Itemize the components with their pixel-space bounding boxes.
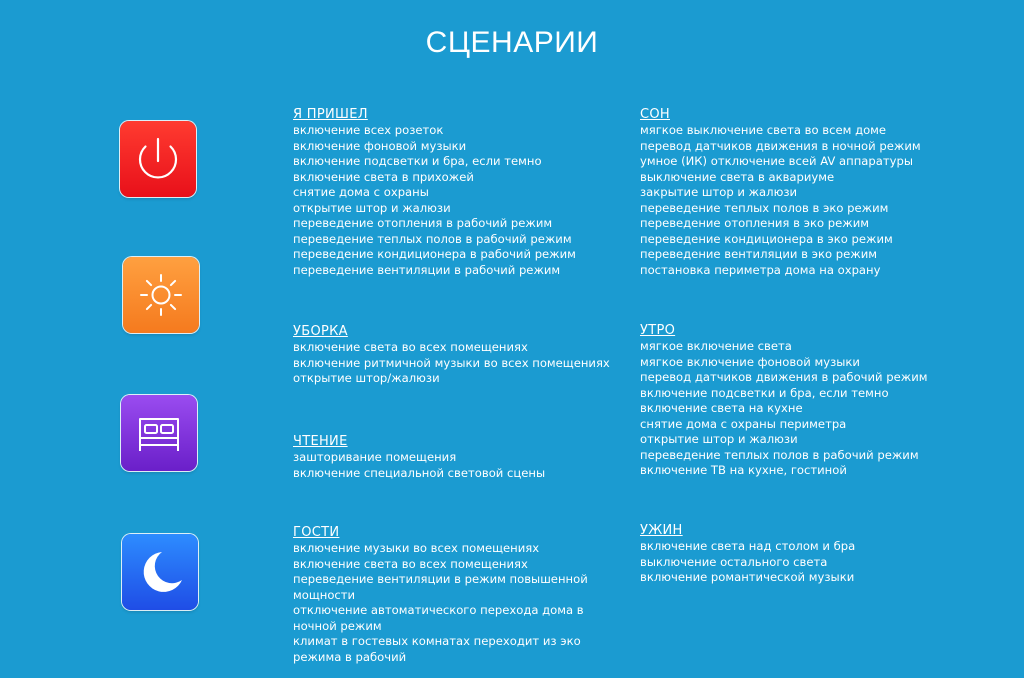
scenario-item: перевод датчиков движения в ночной режим — [640, 138, 921, 153]
scenario-item: переведение теплых полов в рабочий режим — [640, 447, 919, 462]
scenario-item: открытие штор и жалюзи — [640, 432, 798, 446]
scenario-item: переведение отопления в рабочий режим — [293, 216, 553, 230]
scenario-item: открытие штор/жалюзи — [293, 371, 440, 385]
sun-icon — [123, 257, 199, 333]
scenario-item: включение романтической музыки — [640, 570, 855, 584]
scenario-item: переведение теплых полов в эко режим — [640, 200, 889, 215]
scenario-item: включение музыки во всех помещениях — [293, 541, 540, 555]
scenario-title[interactable]: УТРО — [640, 323, 676, 338]
scenario-item: переведение вентиляции в эко режим — [640, 247, 877, 261]
bed-tile[interactable] — [121, 395, 197, 471]
power-icon — [120, 121, 196, 197]
scenario-title[interactable]: УЖИН — [640, 523, 683, 538]
scenario-item: включение света на кухне — [640, 401, 803, 415]
scenario-item: включение фоновой музыки — [293, 138, 467, 153]
scenario-item: выключение света в аквариуме — [640, 169, 835, 184]
scenario-title[interactable]: Я ПРИШЕЛ — [293, 107, 368, 122]
scenario-item: открытие штор и жалюзи — [293, 200, 451, 215]
scenario-arrived — [293, 107, 576, 278]
scenario-item: отключение автоматического перехода дома в ночной режим — [293, 603, 584, 633]
scenario-item: переведение отопления в эко режим — [640, 216, 869, 230]
moon-tile[interactable] — [122, 534, 198, 610]
scenario-item: мягкое выключение света во всем доме — [640, 123, 887, 137]
scenario-item: переведение кондиционера в рабочий режим — [293, 247, 576, 261]
scenario-item: климат в гостевых комнатах переходит из эко режима в рабочий — [293, 634, 581, 664]
scenario-item: переведение вентиляции в рабочий режим — [293, 262, 561, 277]
scenario-item: перевод датчиков движения в рабочий режим — [640, 370, 928, 384]
scenario-item: включение света во всех помещениях — [293, 556, 528, 571]
scenario-item: умное (ИК) отключение всей AV аппаратуры — [640, 154, 913, 168]
scenario-item: переведение теплых полов в рабочий режим — [293, 231, 572, 246]
scenario-item: включение ритмичной музыки во всех помещениях — [293, 355, 610, 370]
scenario-sleep — [640, 107, 921, 278]
scenario-item: включение света во всех помещениях — [293, 340, 528, 354]
scenario-item: выключение остального света — [640, 554, 828, 569]
scenario-dinner — [640, 523, 855, 586]
scenario-item: мягкое включение фоновой музыки — [640, 354, 860, 369]
page-title: СЦЕНАРИИ — [425, 26, 599, 59]
scenario-morning — [640, 323, 928, 479]
scenario-item: снятие дома с охраны периметра — [640, 416, 847, 431]
bed-icon — [121, 395, 197, 471]
scenario-item: зашторивание помещения — [293, 450, 457, 464]
scenario-item: снятие дома с охраны — [293, 185, 429, 199]
scenario-item: включение подсветки и бра, если темно — [293, 154, 542, 168]
scenario-title[interactable]: УБОРКА — [293, 324, 348, 339]
scenario-title[interactable]: ЧТЕНИЕ — [293, 434, 348, 449]
scenario-item: включение всех розеток — [293, 123, 444, 137]
scenario-title[interactable]: СОН — [640, 107, 670, 122]
sun-tile[interactable] — [123, 257, 199, 333]
scenario-item: переведение вентиляции в режим повышенной мощности — [293, 572, 588, 602]
scenario-item: включение специальной световой сцены — [293, 465, 546, 480]
scenario-item: включение подсветки и бра, если темно — [640, 385, 889, 400]
scenario-cleaning — [293, 324, 610, 387]
power-tile[interactable] — [120, 121, 196, 197]
scenario-item: постановка периметра дома на охрану — [640, 262, 881, 277]
scenario-item: включение света над столом и бра — [640, 539, 856, 553]
scenario-title[interactable]: ГОСТИ — [293, 525, 340, 540]
scenario-item: переведение кондиционера в эко режим — [640, 231, 893, 246]
scenario-item: мягкое включение света — [640, 339, 792, 353]
scenario-item: включение света в прихожей — [293, 169, 474, 184]
scenario-item: закрытие штор и жалюзи — [640, 185, 798, 199]
scenario-guests — [293, 525, 611, 665]
scenario-item: включение ТВ на кухне, гостиной — [640, 463, 847, 477]
moon-icon — [122, 534, 198, 610]
scenario-reading — [293, 434, 545, 481]
